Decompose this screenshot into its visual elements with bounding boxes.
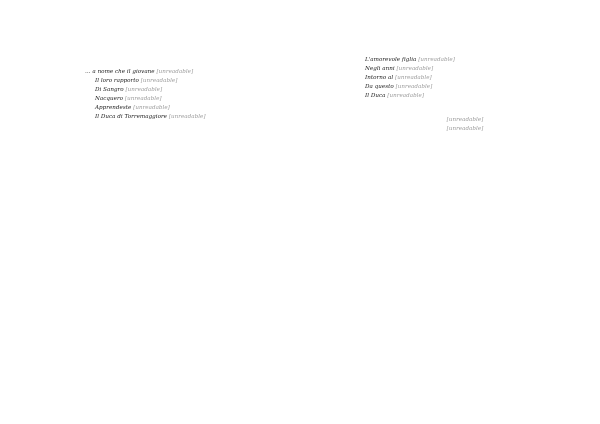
left-paragraph-2-lead-in: Il loro rapporto bbox=[95, 78, 139, 84]
left-paragraph-3-text: [unreadable] bbox=[125, 87, 163, 93]
right-paragraph-1-text: [unreadable] bbox=[418, 57, 455, 63]
left-paragraph-4-text: [unreadable] bbox=[124, 96, 162, 102]
left-paragraph-1-lead-in: … a nome che il giovane bbox=[85, 69, 155, 75]
right-paragraph-5-text: [unreadable] bbox=[387, 93, 425, 99]
left-paragraph-5-text: [unreadable] bbox=[133, 105, 170, 111]
right-page-column bbox=[355, 0, 565, 424]
left-column-text bbox=[85, 0, 295, 122]
left-paragraph-6-lead-in: Il Duca di Torremaggiore bbox=[95, 114, 168, 120]
left-paragraph-1-text: [unreadable] bbox=[156, 69, 194, 75]
left-paragraph-6-text: [unreadable] bbox=[168, 114, 206, 120]
left-paragraph-5 bbox=[85, 104, 295, 113]
right-paragraph-5-lead-in: Il Duca bbox=[365, 93, 386, 99]
right-column-text bbox=[355, 0, 565, 134]
left-paragraph-4-lead-in: Nacquero bbox=[95, 96, 124, 102]
right-paragraph-3-text: [unreadable] bbox=[395, 75, 432, 81]
left-paragraph-6 bbox=[85, 113, 295, 122]
left-paragraph-3-lead-in: Di Sangro bbox=[95, 87, 124, 93]
right-paragraph-4-lead-in: Da questo bbox=[365, 84, 394, 90]
left-paragraph-5-lead-in: Apprendeste bbox=[95, 105, 132, 111]
right-paragraph-4 bbox=[355, 83, 565, 92]
left-paragraph-4 bbox=[85, 95, 295, 104]
left-paragraph-1 bbox=[85, 68, 295, 77]
right-paragraph-3 bbox=[355, 74, 565, 83]
right-paragraph-5 bbox=[355, 92, 565, 101]
left-paragraph-3 bbox=[85, 86, 295, 95]
left-paragraph-2 bbox=[85, 77, 295, 86]
attribution bbox=[355, 110, 565, 134]
right-paragraph-2 bbox=[355, 65, 565, 74]
left-page-column bbox=[85, 0, 295, 424]
left-paragraph-2-text: [unreadable] bbox=[140, 78, 178, 84]
right-paragraph-1 bbox=[355, 56, 565, 65]
right-paragraph-2-lead-in: Negli anni bbox=[365, 66, 395, 72]
right-paragraph-4-text: [unreadable] bbox=[395, 84, 433, 90]
attribution-line-1: [unreadable] bbox=[446, 117, 484, 123]
right-paragraph-1-lead-in: L'amorevole figlia bbox=[365, 57, 417, 63]
right-paragraph-3-lead-in: Intorno al bbox=[365, 75, 394, 81]
right-paragraph-2-text: [unreadable] bbox=[396, 66, 434, 72]
attribution-line-2: [unreadable] bbox=[446, 126, 484, 132]
attribution-spacer bbox=[355, 101, 565, 110]
